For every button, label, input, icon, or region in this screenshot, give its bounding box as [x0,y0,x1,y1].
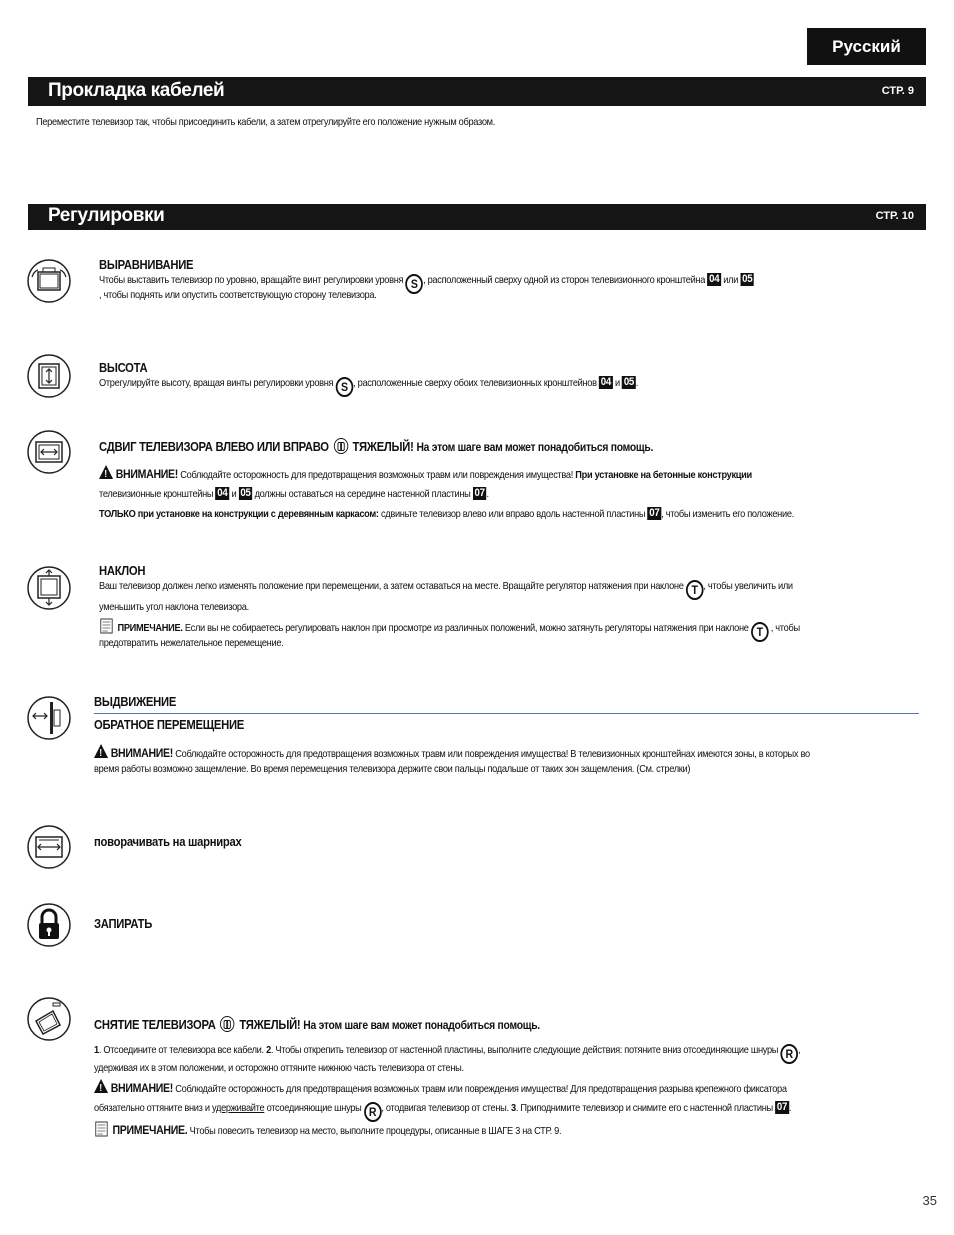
level-screw-s-icon: S [405,274,423,294]
tilt-heading: НАКЛОН [99,564,146,578]
lock-heading: ЗАПИРАТЬ [94,917,153,931]
shift-icon [27,430,71,474]
extend-warning-line2: время работы возможно защемление. Во время перемещения телевизора держите свои пальцы подальше от таких зон защемления. (См. стрелки) [94,763,691,775]
divider [94,713,919,714]
part-badge-04: 04 [709,273,720,285]
height-icon [27,354,71,398]
leveling-line2: , чтобы поднять или опустить соответствующую сторону телевизора. [99,289,377,301]
page-number: 35 [922,1193,937,1208]
cable-text: Переместите телевизор так, чтобы присоединить кабели, а затем отрегулируйте его положение нужным образом. [36,116,495,128]
tilt-line2: уменьшить угол наклона телевизора. [99,601,249,613]
leveling-line1: Чтобы выставить телевизор по уровню, вращайте винт регулировки уровня S , расположенный сверху одной из сторон телевизионного кронштейна 04 или 05 [99,272,754,294]
page-ref: СТР. 9 [881,85,914,97]
warning-icon [94,744,108,758]
release-cord-r-icon: R [780,1044,798,1064]
height-line1: Отрегулируйте высоту, вращая винты регулировки уровня S , расположенные сверху обоих телевизионных кронштейнов 04 и 05 . [99,375,638,397]
retract-heading: ОБРАТНОЕ ПЕРЕМЕЩЕНИЕ [94,718,245,732]
shift-line3: ТОЛЬКО при установке на конструкции с деревянным каркасом: сдвиньте телевизор влево или вправо вдоль настенной пластины 07 , чтобы изменить его положение. [99,507,794,520]
note-icon [94,1120,110,1138]
part-badge-05: 05 [742,273,753,285]
shift-heading: СДВИГ ТЕЛЕВИЗОРА ВЛЕВО ИЛИ ВПРАВО [99,440,329,454]
part-badge-04: 04 [217,487,228,499]
section-header-adjust [28,204,926,230]
tilt-note-line2: предотвратить нежелательное перемещение. [99,637,284,649]
remove-step2-line2: удерживая их в этом положении, и осторожно оттяните нижнюю часть телевизора от стены. [94,1062,464,1074]
extend-icon [27,696,71,740]
shift-heading-line: СДВИГ ТЕЛЕВИЗОРА ВЛЕВО ИЛИ ВПРАВО ТЯЖЕЛЫЙ! На этом шаге вам может понадобиться помощь. [99,440,654,454]
note-icon [99,617,115,635]
leveling-icon [27,259,71,303]
remove-heading-line: СНЯТИЕ ТЕЛЕВИЗОРА ТЯЖЕЛЫЙ! На этом шаге вам может понадобиться помощь. [94,1018,540,1032]
language-tab: Русский [807,28,926,65]
shift-warning: !ВНИМАНИЕ! Соблюдайте осторожность для предотвращения возможных травм или повреждения имущества! При установке на бетонные конструкции [99,465,752,483]
lock-icon [27,903,71,947]
height-heading: ВЫСОТА [99,361,148,375]
tilt-note: ПРИМЕЧАНИЕ. Если вы не собираетесь регулировать наклон при просмотре из различных положений, можно затянуть регуляторы натяжения при наклоне T , чтобы [99,617,800,642]
tilt-line1: Ваш телевизор должен легко изменять положение при перемещении, а затем оставаться на месте. Вращайте регулятор натяжения при наклоне T , чтобы увеличить или [99,578,793,600]
remove-note: ПРИМЕЧАНИЕ. Чтобы повесить телевизор на место, выполните процедуры, описанные в ШАГЕ 3 на СТР. 9. [94,1120,561,1139]
two-person-icon [333,438,347,454]
page-ref: СТР. 10 [875,210,914,222]
section-header-cable [28,77,926,106]
tension-t-icon: T [751,622,769,642]
section-title: Прокладка кабелей [48,80,225,101]
extend-warning: !ВНИМАНИЕ! Соблюдайте осторожность для предотвращения возможных травм или повреждения имущества! В телевизионных кронштейнах имеются зоны, в которых во [94,744,810,762]
shift-line2: телевизионные кронштейны 04 и 05 должны оставаться на середине настенной пластины 07 . [99,487,489,500]
warning-icon [94,1079,108,1093]
two-person-icon [220,1016,234,1032]
remove-warning-line2: обязательно оттяните вниз и удерживайте отсоединяющие шнуры R , отодвигая телевизор от стены. 3. Приподнимите телевизор и снимите его с настенной пластины 07 . [94,1100,791,1122]
part-badge-05: 05 [240,487,251,499]
tension-t-icon: T [686,580,704,600]
extend-heading: ВЫДВИЖЕНИЕ [94,695,177,709]
part-badge-07: 07 [776,1101,788,1113]
part-badge-04: 04 [600,376,611,388]
remove-heading: СНЯТИЕ ТЕЛЕВИЗОРА [94,1018,216,1032]
part-badge-07: 07 [649,507,660,519]
swivel-icon [27,825,71,869]
part-badge-05: 05 [623,376,634,388]
part-badge-07: 07 [474,487,485,499]
leveling-heading: ВЫРАВНИВАНИЕ [99,258,194,272]
remove-warning: !ВНИМАНИЕ! Соблюдайте осторожность для предотвращения возможных травм или повреждения имущества! Для предотвращения разрыва крепежного фиксатора [94,1079,787,1097]
remove-step1-2: 1. Отсоедините от телевизора все кабели. 2. Чтобы открепить телевизор от настенной пластины, выполните следующие действия: потяните вниз отсоединяющие шнуры R , [94,1042,800,1064]
release-cord-r-icon: R [364,1102,382,1122]
swivel-heading: поворачивать на шарнирах [94,835,242,849]
tilt-icon [27,566,71,610]
level-screw-s-icon: S [336,377,354,397]
warning-icon [99,465,113,479]
remove-tv-icon [27,997,71,1041]
section-title: Регулировки [48,205,165,226]
